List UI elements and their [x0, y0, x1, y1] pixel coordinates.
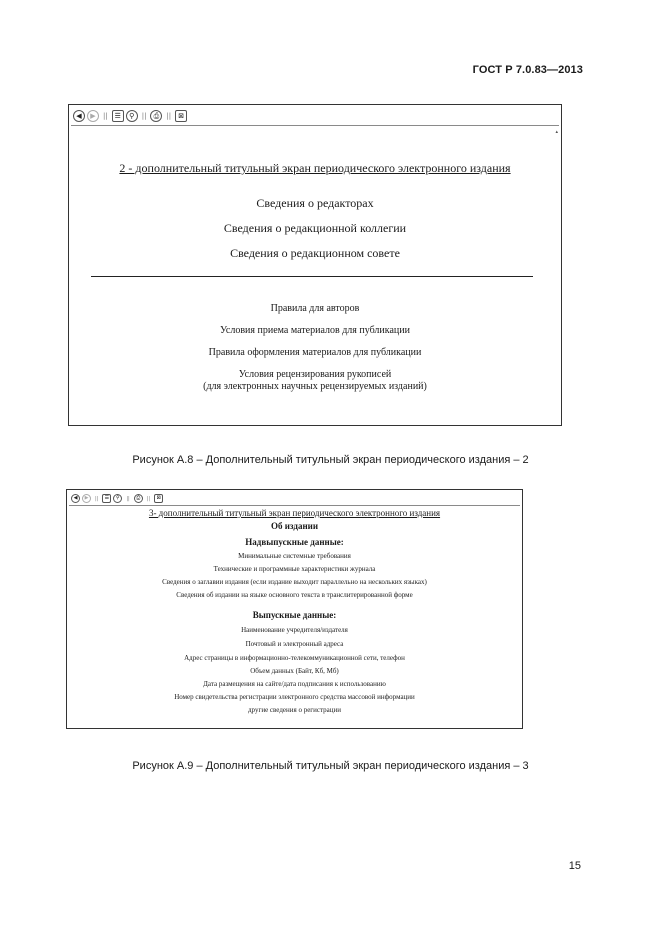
exit-icon[interactable]: ⊠ [175, 110, 187, 122]
scroll-up-icon[interactable]: ▴ [555, 129, 558, 135]
toolbar-separator: || [166, 112, 172, 120]
viewer-toolbar [71, 107, 559, 126]
print-icon[interactable]: ⎙ [134, 494, 143, 503]
link-review-terms[interactable]: Условия рецензирования рукописей [238, 369, 392, 380]
forward-icon[interactable]: ▶ [82, 494, 91, 503]
link-editorial-board[interactable]: Сведения о редакционной коллегии [223, 221, 407, 235]
link-editors[interactable]: Сведения о редакторах [256, 196, 374, 210]
title-screen-2-frame [68, 104, 562, 426]
search-icon[interactable]: ⚲ [113, 494, 122, 503]
link-formatting-rules[interactable]: Правила оформления материалов для публикации [208, 347, 422, 358]
page-number: 15 [568, 860, 581, 872]
forward-icon[interactable]: ▶ [87, 110, 99, 122]
toolbar-separator: || [126, 495, 130, 502]
issue-item: Почтовый и электронный адреса [245, 640, 344, 648]
toolbar-separator: || [103, 112, 108, 120]
issue-item: другие сведения о регистрации [247, 706, 342, 714]
toolbar-separator: || [141, 112, 147, 120]
issue-item: Адрес страницы в информационно-телекоммуникационной сети, телефон [184, 654, 405, 662]
back-icon[interactable]: ◀ [73, 110, 85, 122]
link-author-rules[interactable]: Правила для авторов [270, 303, 360, 314]
toolbar-separator: || [146, 495, 151, 502]
issue-item: Номер свидетельства регистрации электронного средства массовой информации [174, 693, 415, 701]
issue-item: Наименование учредителя/издателя [241, 626, 348, 634]
contents-icon[interactable]: ☰ [112, 110, 124, 122]
pre-issue-item: Минимальные системные требования [238, 552, 351, 560]
title-screen-3-frame [66, 489, 523, 729]
pre-issue-item: Сведения об издании на языке основного текста в транслитерированной форме [176, 591, 413, 599]
toolbar-separator: || [95, 495, 99, 502]
back-icon[interactable]: ◀ [71, 494, 80, 503]
contents-icon[interactable]: ☰ [102, 494, 111, 503]
divider [91, 276, 533, 277]
screen-content [69, 127, 561, 425]
print-icon[interactable]: ⎙ [150, 110, 162, 122]
viewer-toolbar [69, 492, 520, 506]
standard-designation: ГОСТ Р 7.0.83—2013 [472, 64, 583, 76]
pre-issue-item: Сведения о заглавии издания (если издание выходит параллельно на нескольких языках) [162, 578, 427, 586]
pre-issue-item: Технические и программные характеристики журнала [213, 565, 376, 573]
pre-issue-heading: Надвыпускные данные: [245, 537, 344, 547]
link-editorial-council[interactable]: Сведения о редакционном совете [230, 246, 400, 260]
figure-a8-caption: Рисунок А.8 – Дополнительный титульный экран периодического издания – 2 [132, 454, 529, 466]
review-terms-note: (для электронных научных рецензируемых изданий) [203, 381, 427, 392]
search-icon[interactable]: ⚲ [126, 110, 138, 122]
exit-icon[interactable]: ⊠ [154, 494, 163, 503]
link-submission-terms[interactable]: Условия приема материалов для публикации [220, 325, 410, 336]
screen-content [67, 505, 522, 728]
screen-title: 3- дополнительный титульный экран периодического электронного издания [148, 508, 441, 518]
about-heading: Об издании [271, 521, 318, 531]
issue-item: Объем данных (Байт, Кб, Мб) [250, 667, 339, 675]
issue-item: Дата размещения на сайте/дата подписания к использованию [203, 680, 386, 688]
figure-a9-caption: Рисунок А.9 – Дополнительный титульный экран периодического издания – 3 [132, 760, 529, 772]
issue-heading: Выпускные данные: [252, 610, 337, 620]
screen-title[interactable]: 2 - дополнительный титульный экран периодического электронного издания [119, 161, 511, 175]
